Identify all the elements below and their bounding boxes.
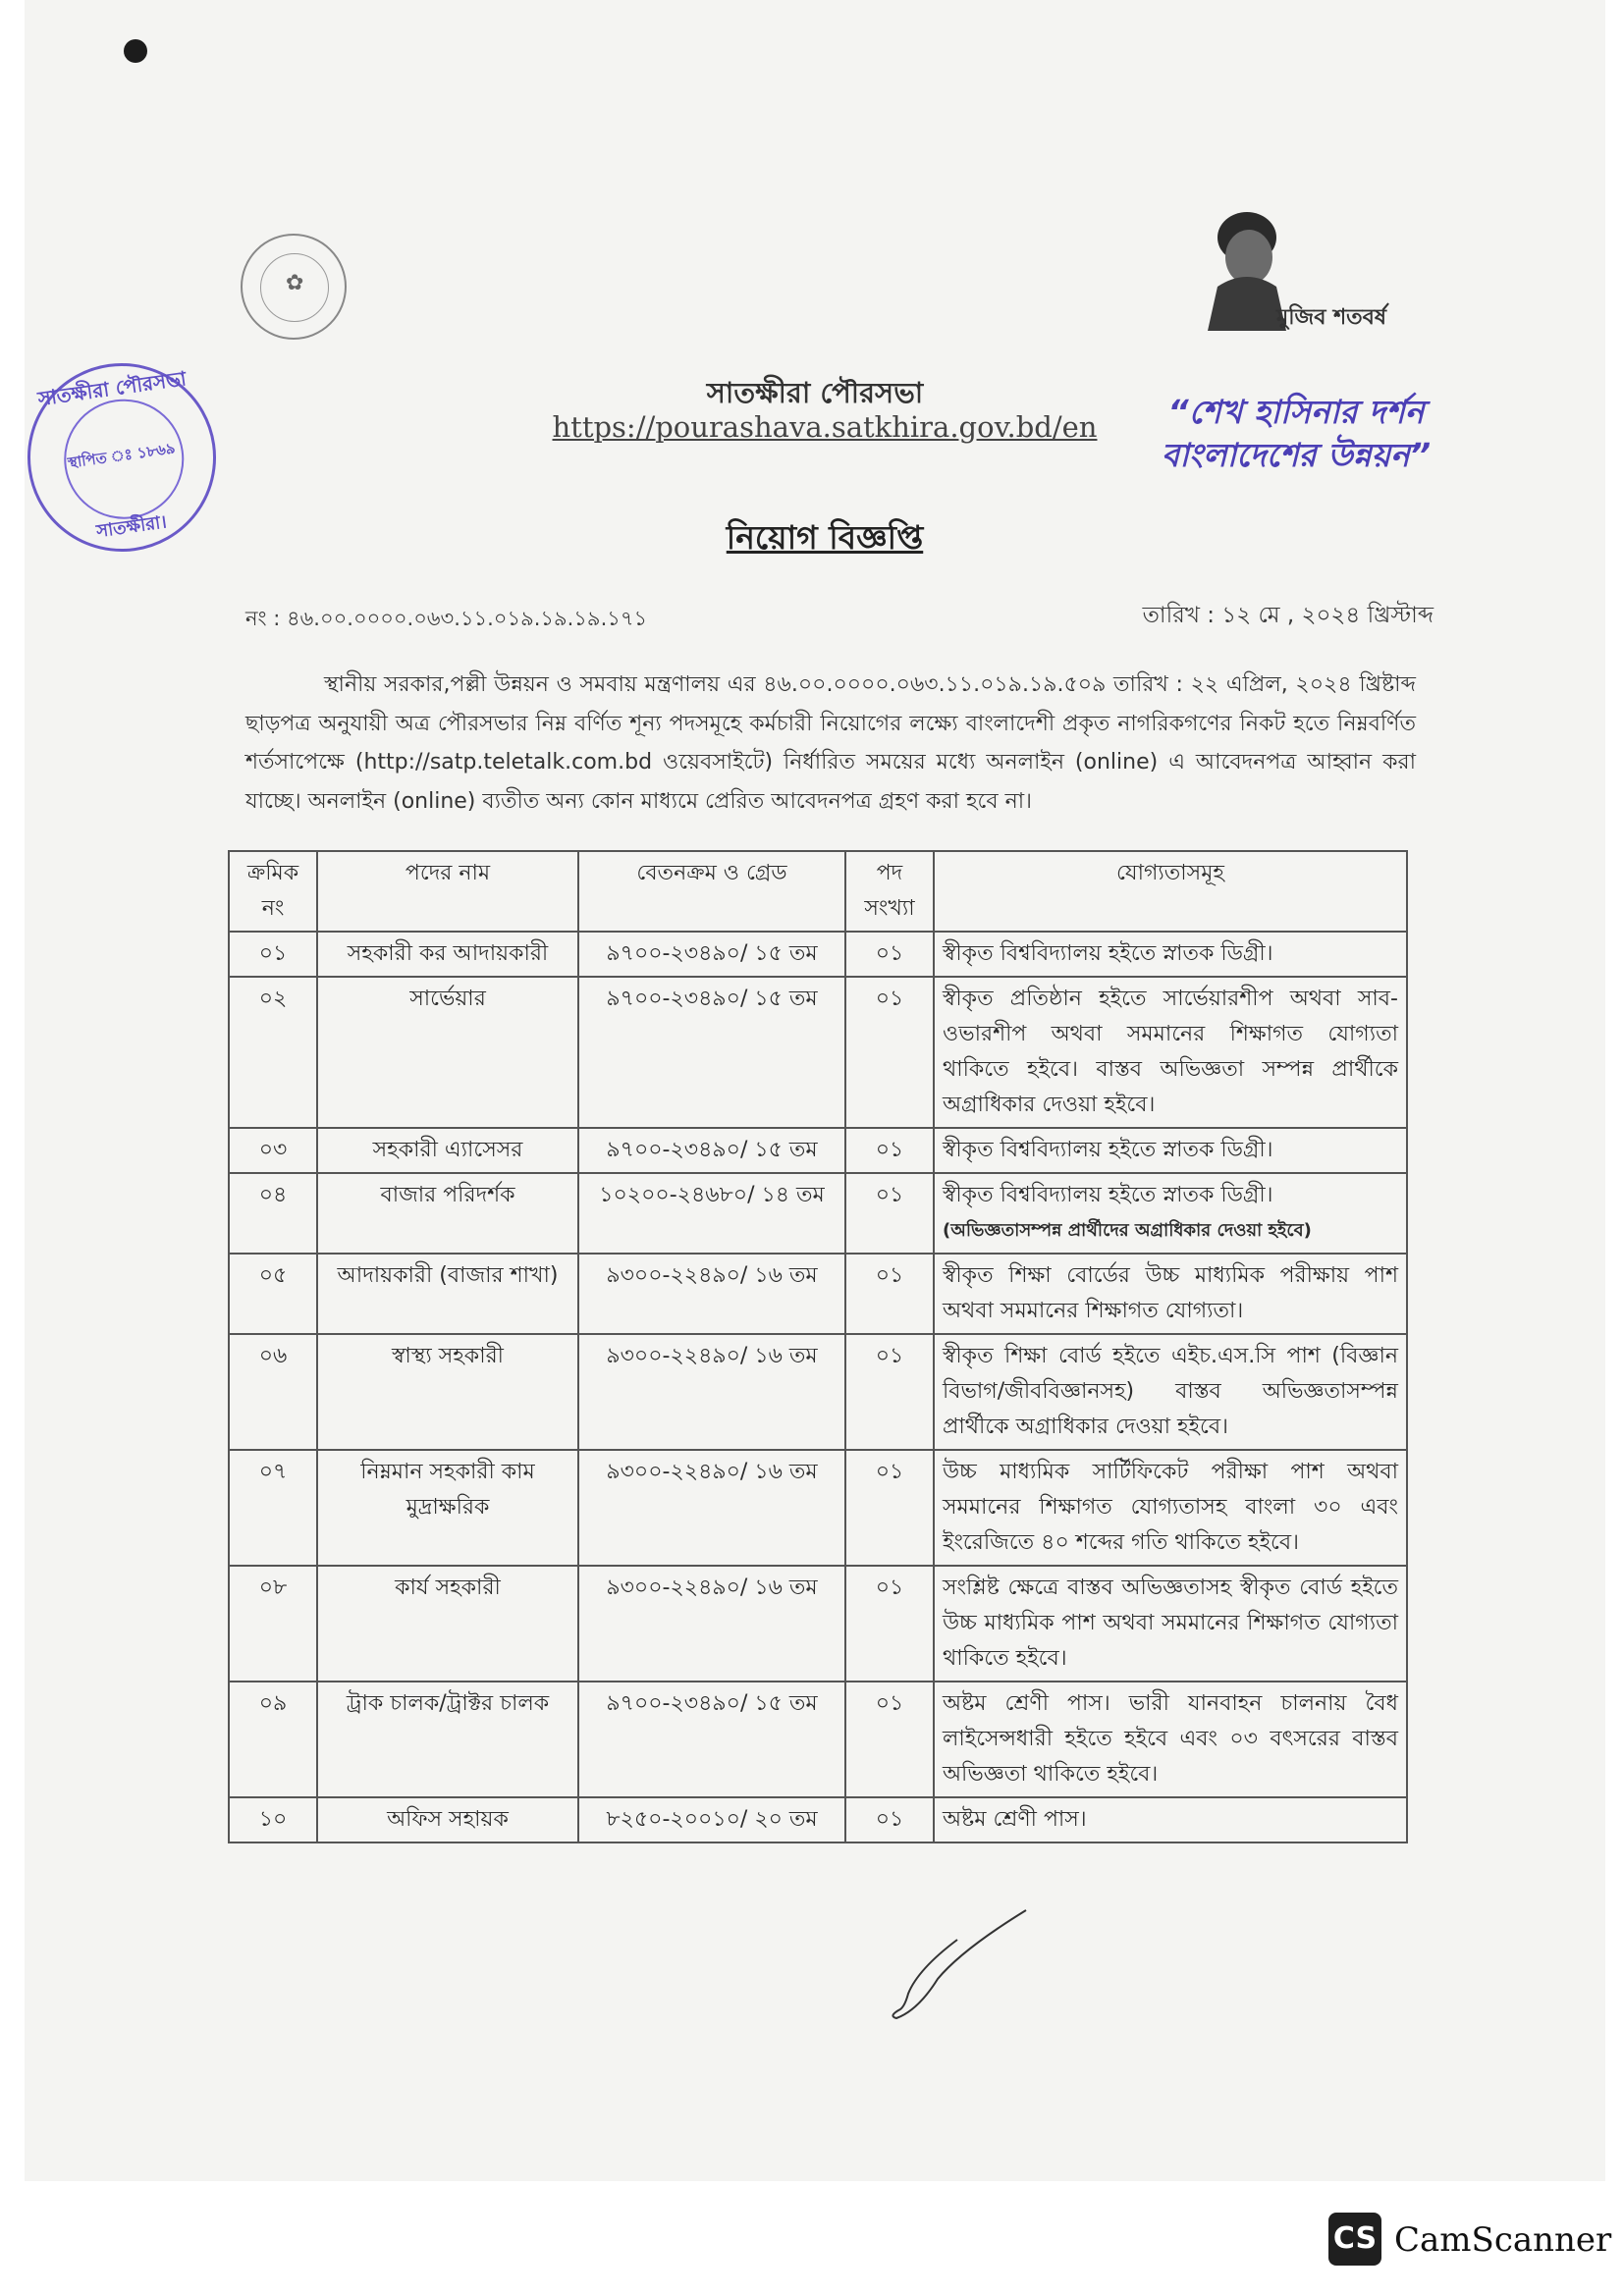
- row-qualification: উচ্চ মাধ্যমিক সার্টিফিকেট পরীক্ষা পাশ অথবা সমমানের শিক্ষাগত যোগ্যতাসহ বাংলা ৩০ এবং ইংরেজিতে ৪০ শব্দের গতি থাকিতে হইবে।: [934, 1450, 1407, 1566]
- memo-number: নং : ৪৬.০০.০০০০.০৬৩.১১.০১৯.১৯.১৯.১৭১: [245, 607, 648, 630]
- row-serial: ০৮: [229, 1566, 317, 1682]
- row-serial: ০৩: [229, 1128, 317, 1173]
- signature-icon: [879, 1900, 1036, 2038]
- notice-intro: স্থানীয় সরকার,পল্লী উন্নয়ন ও সমবায় মন্ত্রণালয় এর ৪৬.০০.০০০০.০৬৩.১১.০১৯.১৯.৫০৯ তারিখ : ২২ এপ্রিল, ২০২৪ খ্রিষ্টাব্দ ছাড়পত্র অনুযায়ী অত্র পৌরসভার নিম্ন বর্ণিত শূন্য পদসমূহে কর্মচারী নিয়োগের লক্ষ্যে বাংলাদেশী প্রকৃত নাগরিকগণের নিকট হতে নিম্নবর্ণিত শর্তসাপেক্ষে (http://satp.teletalk.com.bd ওয়েবসাইটে) নির্ধারিত সময়ের মধ্যে অনলাইন (online) এ আবেদনপত্র আহ্বান করা যাচ্ছে। অনলাইন (online) ব্যতীত অন্য কোন মাধ্যমে প্রেরিত আবেদনপত্র গ্রহণ করা হবে না।: [245, 672, 1416, 814]
- row-post-count: ০১: [845, 932, 934, 977]
- table-row: [229, 1173, 1407, 1254]
- row-serial: ০৬: [229, 1334, 317, 1450]
- row-qualification: স্বীকৃত শিক্ষা বোর্ডের উচ্চ মাধ্যমিক পরীক্ষায় পাশ অথবা সমমানের শিক্ষাগত যোগ্যতা।: [934, 1254, 1407, 1334]
- mujib-centenary-logo-icon: [1178, 208, 1386, 336]
- row-serial: ০১: [229, 932, 317, 977]
- row-pay-scale: ৮২৫০-২০০১০/ ২০ তম: [578, 1797, 845, 1842]
- row-pay-scale: ১০২০০-২৪৬৮০/ ১৪ তম: [578, 1173, 845, 1254]
- table-row: [229, 1450, 1407, 1566]
- row-post-count: ০১: [845, 1566, 934, 1682]
- row-pay-scale: ৯৩০০-২২৪৯০/ ১৬ তম: [578, 1254, 845, 1334]
- row-pay-scale: ৯৭০০-২৩৪৯০/ ১৫ তম: [578, 977, 845, 1128]
- stamp-bottom-text: সাতক্ষীরা।: [94, 511, 169, 543]
- row-post-name: সহকারী এ্যাসেসর: [317, 1128, 578, 1173]
- row-serial: ০৯: [229, 1682, 317, 1797]
- table-row: [229, 1334, 1407, 1450]
- office-stamp-icon: [16, 351, 229, 564]
- row-post-name: বাজার পরিদর্শক: [317, 1173, 578, 1254]
- row-post-count: ০১: [845, 1254, 934, 1334]
- row-pay-scale: ৯৭০০-২৩৪৯০/ ১৫ তম: [578, 1128, 845, 1173]
- notice-date: তারিখ : ১২ মে , ২০২৪ খ্রিস্টাব্দ: [1142, 603, 1434, 628]
- row-post-count: ০১: [845, 1173, 934, 1254]
- camscanner-logo-icon: CS: [1328, 2213, 1381, 2266]
- row-post-name: সহকারী কর আদায়কারী: [317, 932, 578, 977]
- vacancy-table: [228, 850, 1408, 1843]
- row-qualification: স্বীকৃত বিশ্ববিদ্যালয় হইতে স্নাতক ডিগ্রী।: [934, 932, 1407, 977]
- row-serial: ১০: [229, 1797, 317, 1842]
- table-row: [229, 1254, 1407, 1334]
- header-serial: ক্রমিক নং: [229, 851, 317, 932]
- header-count: পদ সংখ্যা: [845, 851, 934, 932]
- row-qualification: স্বীকৃত বিশ্ববিদ্যালয় হইতে স্নাতক ডিগ্রী।: [934, 1128, 1407, 1173]
- table-row: [229, 1566, 1407, 1682]
- row-serial: ০৭: [229, 1450, 317, 1566]
- row-post-name: কার্য সহকারী: [317, 1566, 578, 1682]
- row-post-name: ট্রাক চালক/ট্রাক্টর চালক: [317, 1682, 578, 1797]
- row-post-count: ০১: [845, 1334, 934, 1450]
- row-pay-scale: ৯৩০০-২২৪৯০/ ১৬ তম: [578, 1566, 845, 1682]
- row-post-count: ০১: [845, 977, 934, 1128]
- row-pay-scale: ৯৭০০-২৩৪৯০/ ১৫ তম: [578, 1682, 845, 1797]
- table-row: [229, 1682, 1407, 1797]
- row-qualification: স্বীকৃত প্রতিষ্ঠান হইতে সার্ভেয়ারশীপ অথবা সাব-ওভারশীপ অথবা সমমানের শিক্ষাগত যোগ্যতা থাকিতে হইবে। বাস্তব অভিজ্ঞতা সম্পন্ন প্রার্থীকে অগ্রাধিকার দেওয়া হইবে।: [934, 977, 1407, 1128]
- table-header-row: [229, 851, 1407, 932]
- row-qualification: সংশ্লিষ্ট ক্ষেত্রে বাস্তব অভিজ্ঞতাসহ স্বীকৃত বোর্ড হইতে উচ্চ মাধ্যমিক পাশ অথবা সমমানের শিক্ষাগত যোগ্যতা থাকিতে হইবে।: [934, 1566, 1407, 1682]
- header-scale: বেতনক্রম ও গ্রেড: [578, 851, 845, 932]
- stamp-mid-text: স্থাপিত ঃ ১৮৬৯: [66, 439, 177, 472]
- camscanner-name: CamScanner: [1394, 2220, 1612, 2260]
- row-qualification: স্বীকৃত শিক্ষা বোর্ড হইতে এইচ.এস.সি পাশ (বিজ্ঞান বিভাগ/জীববিজ্ঞানসহ) বাস্তব অভিজ্ঞতাসম্পন্ন প্রার্থীকে অগ্রাধিকার দেওয়া হইবে।: [934, 1334, 1407, 1450]
- punch-hole: [124, 39, 147, 63]
- row-post-count: ০১: [845, 1682, 934, 1797]
- row-qualification: অষ্টম শ্রেণী পাস। ভারী যানবাহন চালনায় বৈধ লাইসেন্সধারী হইতে হইবে এবং ০৩ বৎসরের বাস্তব অভিজ্ঞতা থাকিতে হইবে।: [934, 1682, 1407, 1797]
- table-row: [229, 977, 1407, 1128]
- slogan: [1129, 391, 1463, 477]
- slogan-line-2: বাংলাদেশের উন্নয়ন”: [1161, 436, 1432, 474]
- svg-text:মুজিব শতবর্ষ: মুজিব শতবর্ষ: [1276, 305, 1386, 330]
- row-post-name: স্বাস্থ্য সহকারী: [317, 1334, 578, 1450]
- row-serial: ০৪: [229, 1173, 317, 1254]
- header-post: পদের নাম: [317, 851, 578, 932]
- row-post-name: অফিস সহায়ক: [317, 1797, 578, 1842]
- row-post-count: ০১: [845, 1450, 934, 1566]
- table-row: [229, 1797, 1407, 1842]
- row-post-name: নিম্নমান সহকারী কাম মুদ্রাক্ষরিক: [317, 1450, 578, 1566]
- header-qualification: যোগ্যতাসমূহ: [934, 851, 1407, 932]
- municipality-seal-icon: ✿: [241, 234, 347, 340]
- row-serial: ০৫: [229, 1254, 317, 1334]
- row-qualification: স্বীকৃত বিশ্ববিদ্যালয় হইতে স্নাতক ডিগ্রী। (অভিজ্ঞতাসম্পন্ন প্রার্থীদের অগ্রাধিকার দেওয়া হইবে): [934, 1173, 1407, 1254]
- stamp-top-text: সাতক্ষীরা পৌরসভা: [36, 366, 189, 411]
- slogan-line-1: “শেখ হাসিনার দর্শন: [1167, 393, 1425, 431]
- municipality-url[interactable]: https://pourashava.satkhira.gov.bd/en: [552, 410, 1098, 444]
- row-qualification: অষ্টম শ্রেণী পাস।: [934, 1797, 1407, 1842]
- row-pay-scale: ৯৭০০-২৩৪৯০/ ১৫ তম: [578, 932, 845, 977]
- table-row: [229, 932, 1407, 977]
- row-pay-scale: ৯৩০০-২২৪৯০/ ১৬ তম: [578, 1334, 845, 1450]
- row-pay-scale: ৯৩০০-২২৪৯০/ ১৬ তম: [578, 1450, 845, 1566]
- row-serial: ০২: [229, 977, 317, 1128]
- row-post-count: ০১: [845, 1797, 934, 1842]
- row-post-count: ০১: [845, 1128, 934, 1173]
- municipality-name: সাতক্ষীরা পৌরসভা: [706, 376, 924, 409]
- row-post-name: আদায়কারী (বাজার শাখা): [317, 1254, 578, 1334]
- notice-title: নিয়োগ বিজ্ঞপ্তি: [726, 518, 924, 557]
- row-note: (অভিজ্ঞতাসম্পন্ন প্রার্থীদের অগ্রাধিকার দেওয়া হইবে): [943, 1220, 1312, 1241]
- row-post-name: সার্ভেয়ার: [317, 977, 578, 1128]
- table-row: [229, 1128, 1407, 1173]
